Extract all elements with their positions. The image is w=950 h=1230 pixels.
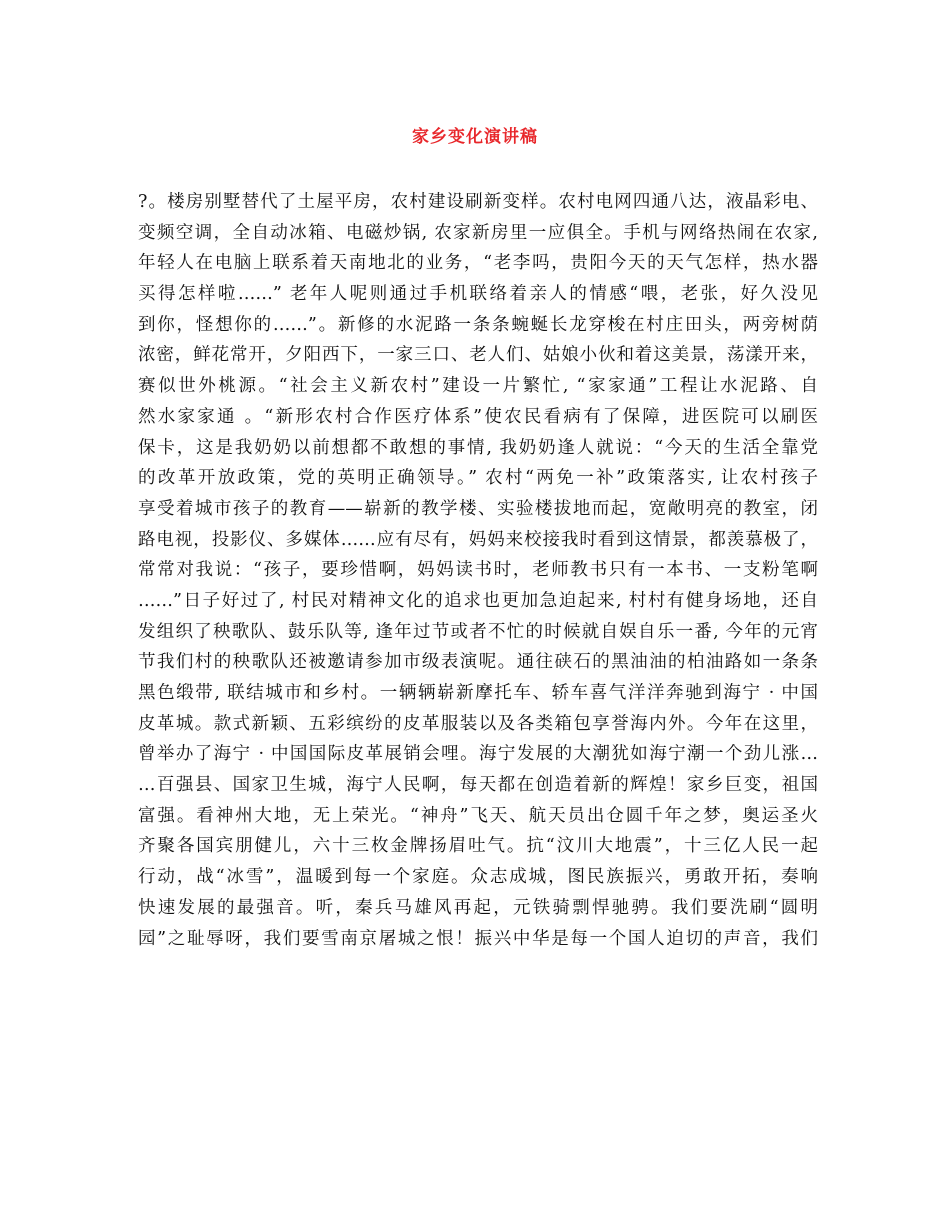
paragraph-line: 浓密，鲜花常开，夕阳西下，一家三口、老人们、姑娘小伙和着这美景，荡漾开来， <box>138 345 818 366</box>
paragraph-line: 享受着城市孩子的教育——崭新的教学楼、实验楼拔地而起，宽敞明亮的教室，闭 <box>138 498 818 519</box>
paragraph-line: 皮革城。款式新颖、五彩缤纷的皮革服装以及各类箱包享誉海内外。今年在这里， <box>138 713 818 734</box>
paragraph-line: 到你，怪想你的……”。新修的水泥路一条条蜿蜒长龙穿梭在村庄田头，两旁树荫 <box>138 314 818 335</box>
paragraph-line: 的改革开放政策，党的英明正确领导。” 农村“两免一补”政策落实, 让农村孩子 <box>138 468 818 489</box>
paragraph-line: 然水家家通 。“新形农村合作医疗体系”使农民看病有了保障，进医院可以刷医 <box>138 406 818 427</box>
paragraph-line: 常常对我说：“孩子，要珍惜啊，妈妈读书时，老师教书只有一本书、一支粉笔啊 <box>138 560 818 581</box>
paragraph-line: 快速发展的最强音。听，秦兵马雄风再起，元铁骑剽悍驰骋。我们要洗刷“圆明 <box>138 897 818 918</box>
paragraph-line: ……”日子好过了, 村民对精神文化的追求也更加急迫起来, 村村有健身场地，还自 <box>138 590 818 611</box>
paragraph-line: …百强县、国家卫生城，海宁人民啊，每天都在创造着新的辉煌！家乡巨变，祖国 <box>138 775 818 796</box>
paragraph-line: 行动，战“冰雪”，温暖到每一个家庭。众志成城，图民族振兴，勇敢开拓，奏响 <box>138 867 818 888</box>
paragraph-line: 园”之耻辱呀，我们要雪南京屠城之恨！振兴中华是每一个国人迫切的声音，我们 <box>138 928 818 949</box>
paragraph-line: 黑色缎带, 联结城市和乡村。一辆辆崭新摩托车、轿车喜气洋洋奔驰到海宁 · 中国 <box>138 683 818 703</box>
paragraph-line: 曾举办了海宁 · 中国国际皮革展销会哩。海宁发展的大潮犹如海宁潮一个劲儿涨… <box>138 744 818 765</box>
paragraph-line: 齐聚各国宾朋健儿，六十三枚金牌扬眉吐气。抗“汶川大地震”，十三亿人民一起 <box>138 836 818 857</box>
document-body <box>138 187 818 954</box>
paragraph-line: 节我们村的秧歌队还被邀请参加市级表演呢。通往硖石的黑油油的柏油路如一条条 <box>138 652 818 673</box>
paragraph-line: 路电视，投影仪、多媒体……应有尽有，妈妈来校接我时看到这情景，都羡慕极了， <box>138 529 818 550</box>
paragraph-line: 年轻人在电脑上联系着天南地北的业务，“老李吗，贵阳今天的天气怎样，热水器 <box>138 253 818 274</box>
paragraph-line: 富强。看神州大地，无上荣光。“神舟”飞天、航天员出仓圆千年之梦，奥运圣火 <box>138 805 818 826</box>
paragraph-line: 变频空调，全自动冰箱、电磁炒锅, 农家新房里一应俱全。手机与网络热闹在农家, <box>138 222 818 243</box>
paragraph-line: 买得怎样啦……” 老年人呢则通过手机联络着亲人的情感“喂，老张，好久没见 <box>138 284 818 305</box>
paragraph-line: 赛似世外桃源。“社会主义新农村”建设一片繁忙, “家家通”工程让水泥路、自 <box>138 376 818 397</box>
document-title: 家乡变化演讲稿 <box>412 127 538 147</box>
paragraph-line: 发组织了秧歌队、鼓乐队等, 逢年过节或者不忙的时候就自娱自乐一番, 今年的元宵 <box>138 621 818 642</box>
paragraph-line: 保卡，这是我奶奶以前想都不敢想的事情, 我奶奶逢人就说：“今天的生活全靠党 <box>138 437 818 458</box>
paragraph-line: ?。楼房别墅替代了土屋平房，农村建设刷新变样。农村电网四通八达，液晶彩电、 <box>138 192 818 212</box>
